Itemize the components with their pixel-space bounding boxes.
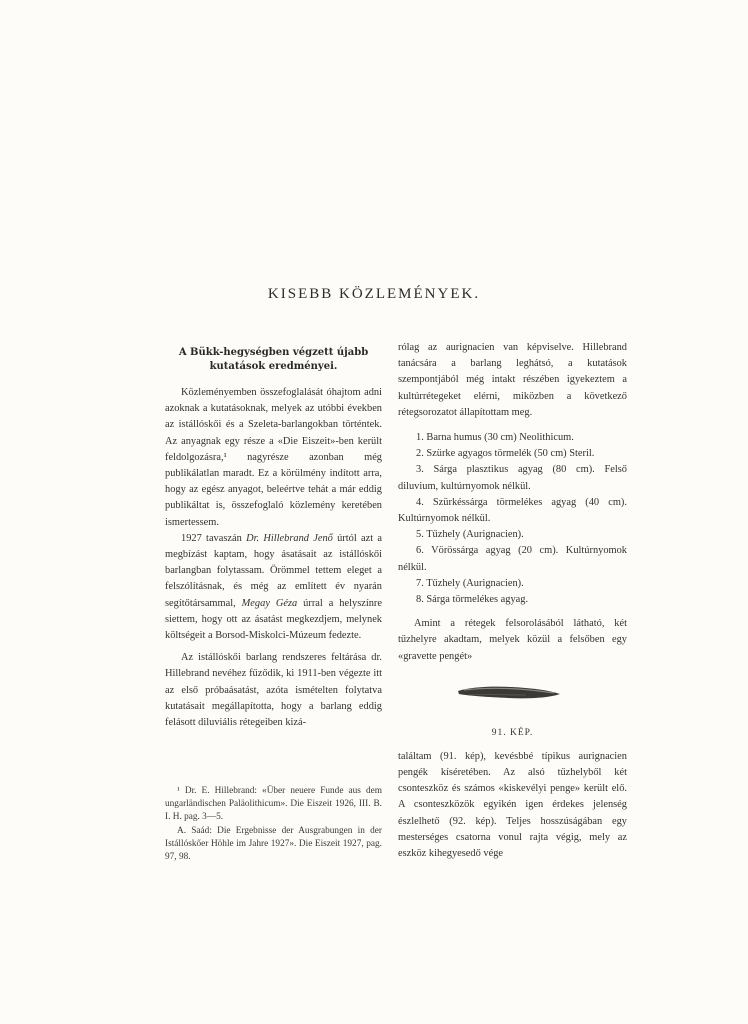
paragraph-6: találtam (91. kép), kevésbbé típikus aurignacien pengék kíséretében. Az alsó tűzhelyből két csonteszköz és számos «kiskevélyi penge» került elő. A csonteszközök egyikén igen érdekes jelenség észlelhető (92. kép). Teljes hosszúságában egy mesterséges csatorna vonul rajta végig, mely az eszköz kihegyesedő vége: [398, 750, 627, 860]
strata-list: [398, 430, 627, 608]
footnotes: [165, 785, 382, 864]
strata-item: 8. Sárga törmelékes agyag.: [416, 594, 529, 606]
strata-item: 6. Vörössárga agyag (20 cm). Kultúrnyomok nélkül.: [398, 545, 627, 573]
strata-item: 2. Szürke agyagos törmelék (50 cm) Steril.: [416, 448, 595, 460]
page-title: KISEBB KÖZLEMÉNYEK.: [267, 286, 481, 302]
footnote-2: A. Saád: Die Ergebnisse der Ausgrabungen in der Istállóskőer Höhle im Jahre 1927». Die Eiszeit 1927, pag. 97, 98.: [165, 825, 382, 863]
paragraph-2-start: 1927 tavaszán: [181, 532, 247, 544]
right-column: [398, 340, 627, 862]
paragraph-5: Amint a rétegek felsorolásából látható, két tűzhelyre akadtam, melyek közül a felsőben egy «gravette pengét»: [398, 618, 627, 662]
strata-item: 1. Barna humus (30 cm) Neolithicum.: [416, 432, 574, 444]
paragraph-2-middle: úrtól azt a megbízást kaptam, hogy ásatásait az istállóskői barlangban folytassam. Örömmel tettem eleget a felszólításnak, és még az említett év nyarán segítőtársammal,: [165, 532, 382, 609]
strata-item: 7. Tűzhely (Aurignacien).: [416, 577, 524, 589]
strata-item: 4. Szürkéssárga törmelékes agyag (40 cm). Kultúrnyomok nélkül.: [398, 496, 627, 525]
strata-item: 5. Tűzhely (Aurignacien).: [416, 529, 524, 541]
footnote-1: ¹ Dr. E. Hillebrand: «Über neuere Funde aus dem ungarländischen Paläolithicum». Die Eiszeit 1926, III. B. I. H. pag. 3—5.: [165, 786, 382, 823]
left-column: [165, 340, 382, 731]
paragraph-3: Az istállóskői barlang rendszeres feltárása dr. Hillebrand nevéhez fűződik, ki 1911-ben végezte itt az első próbaásatást, azóta ismételten folytatva kutatásait megállapította, hogy a barlang eddig felásott diluviális rétegeiben kizá-: [165, 652, 382, 729]
article-title: [165, 346, 382, 374]
paragraph-1: Közleményemben összefoglalását óhajtom adni azoknak a kutatásoknak, melyek az utóbbi években az istállóskői és a Szeleta-barlangokban történtek. Az anyagnak egy része a «Die Eiszeit»-ben került feldolgozásra,¹ nagyrésze azonban még publikálatlan maradt. Ez a körülmény indított arra, hogy az egész anyagot, beleértve tehát a már eddig publikáltat is, összefoglaló közlemény keretében ismertessem.: [165, 387, 382, 528]
flint-blade-illustration: [456, 681, 562, 705]
paragraph-2-end: úrral a helyszínre siettem, hogy ott az ásatást megkezdjem, melynek költségeit a Borsod-Miskolci-Múzeum fedezte.: [165, 597, 383, 642]
person-name-megay: Megay Géza: [241, 597, 298, 609]
strata-item: 3. Sárga plasztikus agyag (80 cm). Felső diluvium, kultúrnyomok nélkül.: [398, 464, 627, 492]
person-name-hillebrand: Dr. Hillebrand Jenő: [246, 532, 333, 544]
figure-91: [398, 679, 627, 749]
paragraph-2: [165, 531, 382, 644]
paragraph-4: rólag az aurignacien van képviselve. Hillebrand tanácsára a barlang leghátsó, a kutatások szempontjából még intakt részében igyekeztem a kultúrrétegeket elérni, miközben a következő rétegsorozatot állapítottam meg.: [398, 342, 627, 418]
article-title-line-2: kutatások eredményei.: [209, 361, 338, 372]
article-title-line-1: A Bükk-hegységben végzett újabb: [178, 347, 369, 358]
figure-caption: 91. KÉP.: [491, 727, 534, 738]
